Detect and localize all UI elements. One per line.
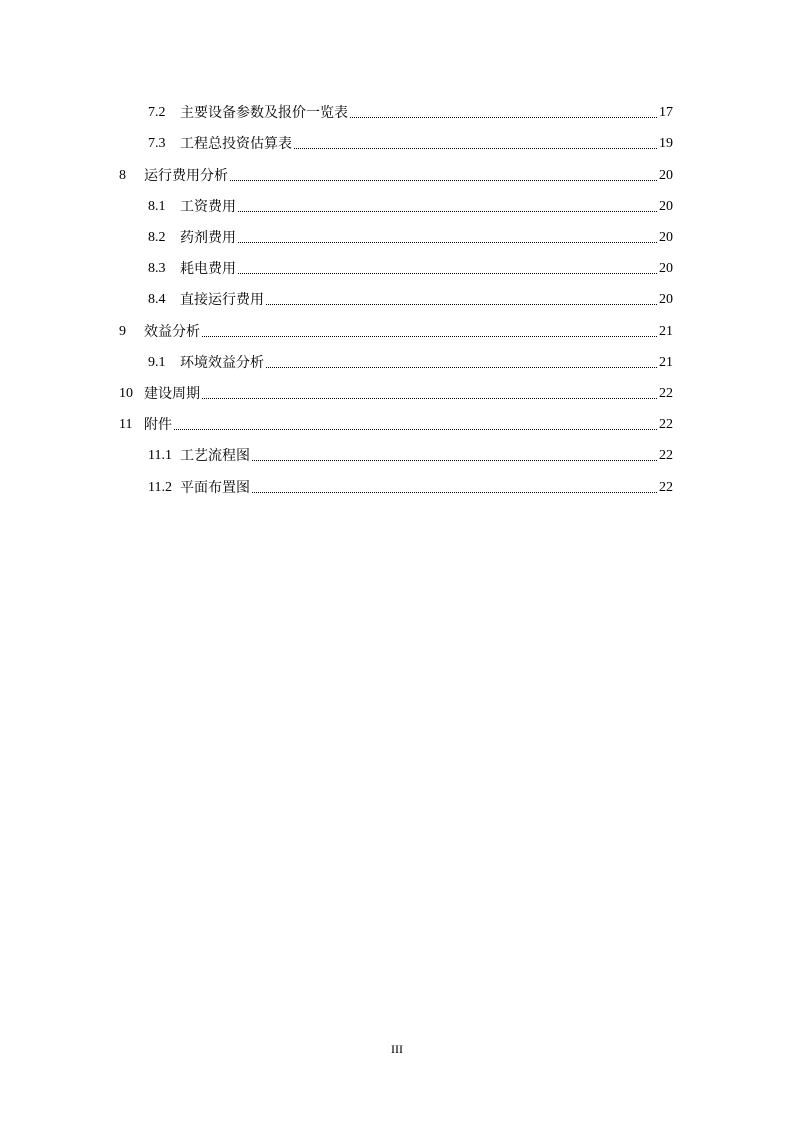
toc-entry-number: 8.3 [148, 261, 166, 276]
toc-entry-title: 工程总投资估算表 [180, 136, 292, 152]
dot-leader [238, 241, 657, 243]
toc-entry-title: 耗电费用 [180, 261, 236, 277]
toc-entry-page: 20 [659, 168, 673, 183]
dot-leader [174, 428, 657, 430]
toc-entry-number: 9 [119, 324, 126, 339]
toc-entry-title: 效益分析 [144, 324, 200, 340]
toc-entry-title: 工资费用 [180, 199, 236, 215]
toc-entry-number: 9.1 [148, 355, 166, 370]
toc-entry[interactable] [119, 319, 673, 341]
toc-entry-number: 8.1 [148, 199, 166, 214]
dot-leader [238, 210, 657, 212]
toc-entry[interactable] [148, 256, 673, 278]
toc-entry[interactable] [148, 475, 673, 497]
toc-entry-number: 11 [119, 417, 133, 432]
dot-leader [238, 272, 657, 274]
toc-entry-page: 17 [659, 105, 673, 120]
dot-leader [266, 366, 657, 368]
dot-leader [266, 303, 657, 305]
toc-entry-number: 8 [119, 168, 126, 183]
dot-leader [252, 491, 657, 493]
toc-entry-page: 20 [659, 230, 673, 245]
dot-leader [294, 147, 657, 149]
toc-entry[interactable] [148, 131, 673, 153]
toc-entry-title: 运行费用分析 [144, 168, 228, 184]
toc-entry-number: 8.2 [148, 230, 166, 245]
toc-entry[interactable] [148, 225, 673, 247]
toc-entry-page: 20 [659, 199, 673, 214]
toc-entry[interactable] [148, 194, 673, 216]
toc-entry[interactable] [148, 100, 673, 122]
toc-entry-number: 10 [119, 386, 133, 401]
dot-leader [350, 116, 657, 118]
toc-entry-number: 8.4 [148, 292, 166, 307]
toc-entry[interactable] [119, 381, 673, 403]
toc-entry[interactable] [119, 163, 673, 185]
page-number: III [391, 1042, 403, 1056]
toc-entry[interactable] [148, 350, 673, 372]
toc-entry[interactable] [148, 443, 673, 465]
toc-entry-title: 平面布置图 [180, 480, 250, 496]
dot-leader [230, 179, 657, 181]
toc-entry[interactable] [148, 287, 673, 309]
dot-leader [202, 335, 657, 337]
toc-entry-number: 11.2 [148, 480, 172, 495]
toc-entry-number: 7.2 [148, 105, 166, 120]
toc-entry-title: 附件 [144, 417, 172, 433]
toc-entry-page: 22 [659, 386, 673, 401]
toc-entry-page: 19 [659, 136, 673, 151]
toc-entry-page: 21 [659, 324, 673, 339]
toc-entry-title: 药剂费用 [180, 230, 236, 246]
toc-entry-title: 环境效益分析 [180, 355, 264, 371]
toc-entry-page: 22 [659, 448, 673, 463]
toc-entry-page: 20 [659, 261, 673, 276]
toc-entry-title: 直接运行费用 [180, 292, 264, 308]
toc-entry-title: 主要设备参数及报价一览表 [180, 105, 348, 121]
toc-entry-page: 21 [659, 355, 673, 370]
toc-entry[interactable] [119, 412, 673, 434]
toc-entry-page: 22 [659, 417, 673, 432]
toc-entry-page: 20 [659, 292, 673, 307]
dot-leader [202, 397, 657, 399]
toc-entry-page: 22 [659, 480, 673, 495]
toc-entry-title: 工艺流程图 [180, 448, 250, 464]
toc-entry-number: 7.3 [148, 136, 166, 151]
toc-entry-title: 建设周期 [144, 386, 200, 402]
toc-entry-number: 11.1 [148, 448, 172, 463]
dot-leader [252, 459, 657, 461]
